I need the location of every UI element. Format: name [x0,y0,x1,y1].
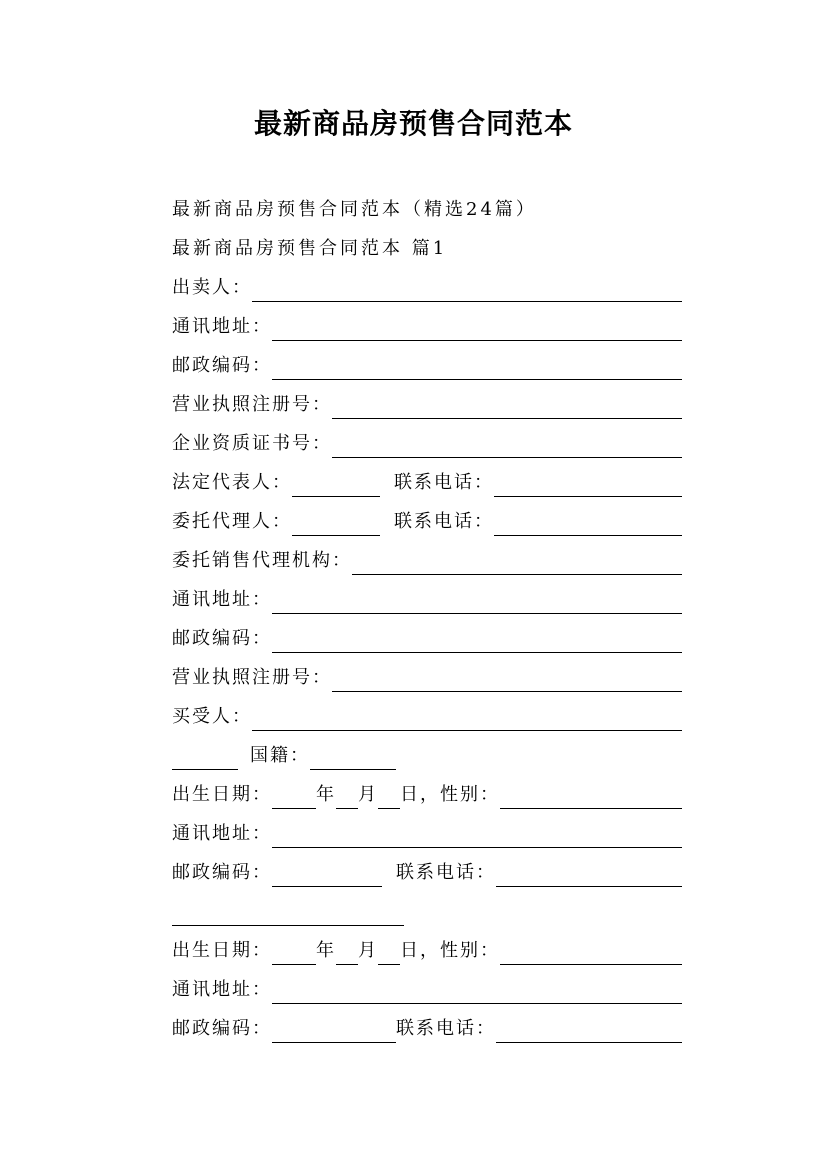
legal-rep-field[interactable] [292,474,380,497]
month-label: 月 [358,784,378,805]
year-label: 年 [316,940,336,961]
agent-field[interactable] [292,513,380,536]
seller-field[interactable] [252,279,682,302]
birth-year-field[interactable] [272,942,316,965]
license-label: 营业执照注册号： [172,667,332,688]
legal-rep-label: 法定代表人： [172,472,292,493]
birth-day-field[interactable] [378,942,400,965]
phone-label: 联系电话： [394,511,494,532]
qualification-row [172,424,682,463]
sales-agency-label: 委托销售代理机构： [172,550,352,571]
nationality-field[interactable] [310,747,396,770]
section-heading-text: 最新商品房预售合同范本 篇1 [172,238,448,259]
birth-row [172,775,682,814]
postcode-label: 邮政编码： [172,355,272,376]
agent-label: 委托代理人： [172,511,292,532]
postcode-field[interactable] [272,630,682,653]
buyer-field[interactable] [252,708,682,731]
month-label: 月 [358,940,378,961]
gender-field[interactable] [500,786,682,809]
buyer-postcode-row-2 [172,1009,682,1048]
address-field[interactable] [272,591,682,614]
phone-field[interactable] [496,1020,682,1043]
buyer-name-continuation-field[interactable] [172,747,238,770]
birth-day-field[interactable] [378,786,400,809]
section-heading [172,229,682,268]
buyer-label: 买受人： [172,706,252,727]
intro-text: 最新商品房预售合同范本（精选24篇） [172,199,537,220]
agent-row [172,502,682,541]
birth-month-field[interactable] [336,942,358,965]
extra-field[interactable] [172,903,404,926]
address-label: 通讯地址： [172,316,272,337]
contract-body [172,190,682,1048]
birth-label: 出生日期： [172,784,272,805]
phone-label: 联系电话： [396,1018,496,1039]
gender-field[interactable] [500,942,682,965]
phone-field[interactable] [494,474,682,497]
address-label: 通讯地址： [172,589,272,610]
phone-label: 联系电话： [394,472,494,493]
buyer-postcode-row [172,853,682,892]
sales-agency-field[interactable] [352,552,682,575]
postcode-label: 邮政编码： [172,862,272,883]
nationality-row [172,736,682,775]
qualification-field[interactable] [332,435,682,458]
legal-rep-row [172,463,682,502]
birth-label: 出生日期： [172,940,272,961]
day-gender-label: 日，性别： [400,784,500,805]
license-field[interactable] [332,669,682,692]
year-label: 年 [316,784,336,805]
birth-row-2 [172,931,682,970]
postcode-label: 邮政编码： [172,1018,272,1039]
birth-year-field[interactable] [272,786,316,809]
phone-label: 联系电话： [396,862,496,883]
seller-label: 出卖人： [172,277,252,298]
license-label: 营业执照注册号： [172,394,332,415]
buyer-address-row-2 [172,970,682,1009]
agency-address-row [172,580,682,619]
seller-row [172,268,682,307]
address-field[interactable] [272,825,682,848]
seller-postcode-row [172,346,682,385]
sales-agency-row [172,541,682,580]
postcode-label: 邮政编码： [172,628,272,649]
qualification-label: 企业资质证书号： [172,433,332,454]
birth-month-field[interactable] [336,786,358,809]
phone-field[interactable] [494,513,682,536]
license-field[interactable] [332,396,682,419]
day-gender-label: 日，性别： [400,940,500,961]
phone-field[interactable] [496,864,682,887]
postcode-field[interactable] [272,864,382,887]
buyer-address-row [172,814,682,853]
intro-line [172,190,682,229]
nationality-label: 国籍： [250,745,310,766]
seller-address-row [172,307,682,346]
postcode-field[interactable] [272,357,682,380]
blank-row [172,892,682,931]
buyer-row [172,697,682,736]
agency-license-row [172,658,682,697]
address-label: 通讯地址： [172,979,272,1000]
agency-postcode-row [172,619,682,658]
postcode-field[interactable] [272,1020,396,1043]
address-label: 通讯地址： [172,823,272,844]
license-row [172,385,682,424]
address-field[interactable] [272,981,682,1004]
address-field[interactable] [272,318,682,341]
document-title: 最新商品房预售合同范本 [253,107,573,140]
